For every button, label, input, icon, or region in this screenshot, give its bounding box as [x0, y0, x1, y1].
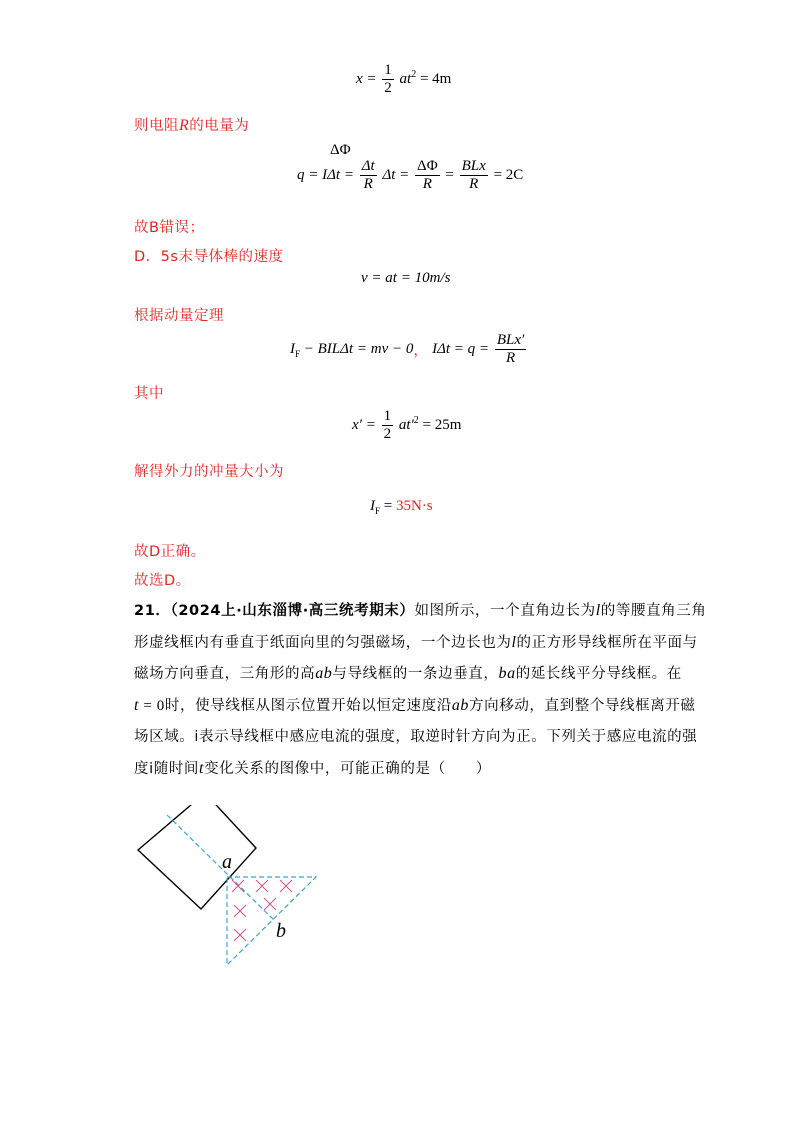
eq-momentum — [290, 332, 528, 367]
question-figure — [130, 805, 330, 975]
question-number: 21． — [134, 603, 171, 619]
eq-q-frac3-num: BLx — [461, 158, 486, 174]
question-line-4 — [134, 694, 696, 715]
line-b-wrong: 故B错误； — [134, 220, 205, 236]
height-line-ab — [167, 815, 274, 920]
eq-v: v = at = 10m/s — [361, 270, 451, 286]
line-d-right: 故D正确。 — [134, 544, 206, 560]
label-b: b — [276, 920, 286, 942]
charge-intro-prefix: 则电阻 — [134, 118, 179, 134]
q-line4-a: 时，使导线框从图示位置开始以恒定速度沿 — [164, 698, 452, 714]
q-line4-b: 方向移动，直到整个导线框离开磁 — [469, 698, 696, 714]
eq-x2-den: 2 — [383, 426, 392, 442]
eq-x-rhs-b: = 4m — [416, 70, 452, 87]
q-line1-b: 的等腰直角三角 — [600, 603, 707, 619]
eq-x2-num: 1 — [383, 408, 392, 424]
charge-intro-suffix: 的电量为 — [189, 118, 250, 134]
eq-momentum-num: BLx′ — [496, 332, 525, 348]
eq-x2-fraction — [382, 408, 394, 443]
q-line6-var: t — [199, 760, 205, 777]
eq-x-fraction — [382, 62, 394, 97]
charge-intro-var: R — [179, 117, 190, 134]
line-choose: 故选D。 — [134, 573, 191, 589]
line-solve: 解得外力的冲量大小为 — [134, 464, 284, 480]
eq-x2-rhs-b: = 25m — [418, 416, 462, 433]
q-line3-var1: ab — [315, 665, 333, 682]
eq-impulse-sub: F — [375, 506, 381, 516]
eq-momentum-part3: IΔt = q = — [432, 341, 490, 357]
q-line3-c: 的延长线平分导线框。在 — [515, 666, 682, 682]
eq-q-mid2: = — [445, 166, 454, 183]
eq-q-mid1: Δt = — [382, 166, 410, 183]
eq-momentum-if: I — [290, 341, 295, 357]
question-source: （2024上·山东淄博·高三统考期末） — [170, 603, 415, 619]
question-line-1 — [134, 599, 706, 620]
eq-q-frac1-den: R — [363, 176, 373, 192]
eq-x2-rhs-a: at′ — [398, 416, 414, 433]
eq-impulse-eq: = — [380, 498, 396, 514]
q-line4-eq: = 0 — [139, 698, 165, 714]
eq-momentum-den: R — [505, 350, 516, 366]
eq-momentum-frac — [495, 332, 526, 367]
eq-q-lhs: q = IΔt = — [297, 166, 354, 183]
q-line4-var: t — [134, 697, 140, 714]
q-line2-var: l — [511, 634, 517, 651]
q-line1-var: l — [595, 602, 601, 619]
eq-q-frac2-num: ΔΦ — [417, 158, 438, 174]
eq-q — [297, 158, 523, 193]
q-line4-var2: ab — [451, 697, 470, 714]
line-d-label: D．5s末导体棒的速度 — [134, 249, 284, 265]
eq-x2-sup: 2 — [413, 414, 419, 426]
question-line-6 — [134, 757, 491, 778]
q-line3-a: 磁场方向垂直，三角形的高 — [134, 666, 316, 682]
eq-q-frac1-num: Δt — [361, 158, 375, 174]
line-charge-intro — [134, 114, 249, 135]
q-line2-b: 的正方形导线框所在平面与 — [516, 635, 698, 651]
eq-impulse — [370, 498, 433, 516]
eq-x2-lhs: x′ = — [352, 416, 376, 433]
eq-x — [356, 62, 451, 97]
eq-q-top-delta-phi: ΔΦ — [330, 142, 351, 158]
eq-momentum-sub: F — [295, 348, 301, 359]
q-line2-a: 形虚线框内有垂直于纸面向里的匀强磁场，一个边长也为 — [134, 635, 512, 651]
eq-x-num: 1 — [384, 62, 392, 78]
field-region-triangle — [227, 877, 316, 965]
label-a: a — [222, 851, 232, 873]
q-line3-var2: ba — [498, 665, 516, 682]
eq-q-frac3-den: R — [469, 176, 479, 192]
question-line-2 — [134, 631, 698, 652]
line-where: 其中 — [134, 386, 164, 402]
eq-impulse-var: I — [370, 498, 375, 514]
eq-momentum-part2: − BILΔt = mv − 0 — [300, 341, 414, 357]
line-momentum: 根据动量定理 — [134, 308, 224, 324]
square-wire-frame — [138, 805, 256, 909]
eq-x-lhs: x = — [356, 70, 377, 87]
eq-q-rhs: = 2C — [493, 166, 524, 183]
eq-x-den: 2 — [384, 80, 392, 96]
q-line6-b: 变化关系的图像中，可能正确的是（ ） — [204, 761, 491, 777]
question-line-3 — [134, 662, 682, 683]
eq-q-frac3 — [460, 158, 488, 193]
eq-q-frac1 — [360, 158, 377, 193]
eq-x-sup: 2 — [411, 68, 417, 80]
eq-q-frac2 — [415, 158, 440, 193]
q-line6-a: 度i随时间 — [134, 761, 200, 777]
q-line3-b: 与导线框的一条边垂直， — [332, 666, 499, 682]
eq-momentum-comma: ， — [413, 343, 429, 359]
eq-x-rhs-a: at — [399, 70, 412, 87]
eq-impulse-value: 35N·s — [395, 498, 433, 514]
eq-x2 — [352, 408, 461, 443]
q-line1-a: 如图所示，一个直角边长为 — [414, 603, 596, 619]
eq-q-frac2-den: R — [422, 176, 432, 192]
question-line-5: 场区域。i表示导线框中感应电流的强度，取逆时针方向为正。下列关于感应电流的强 — [134, 729, 698, 745]
